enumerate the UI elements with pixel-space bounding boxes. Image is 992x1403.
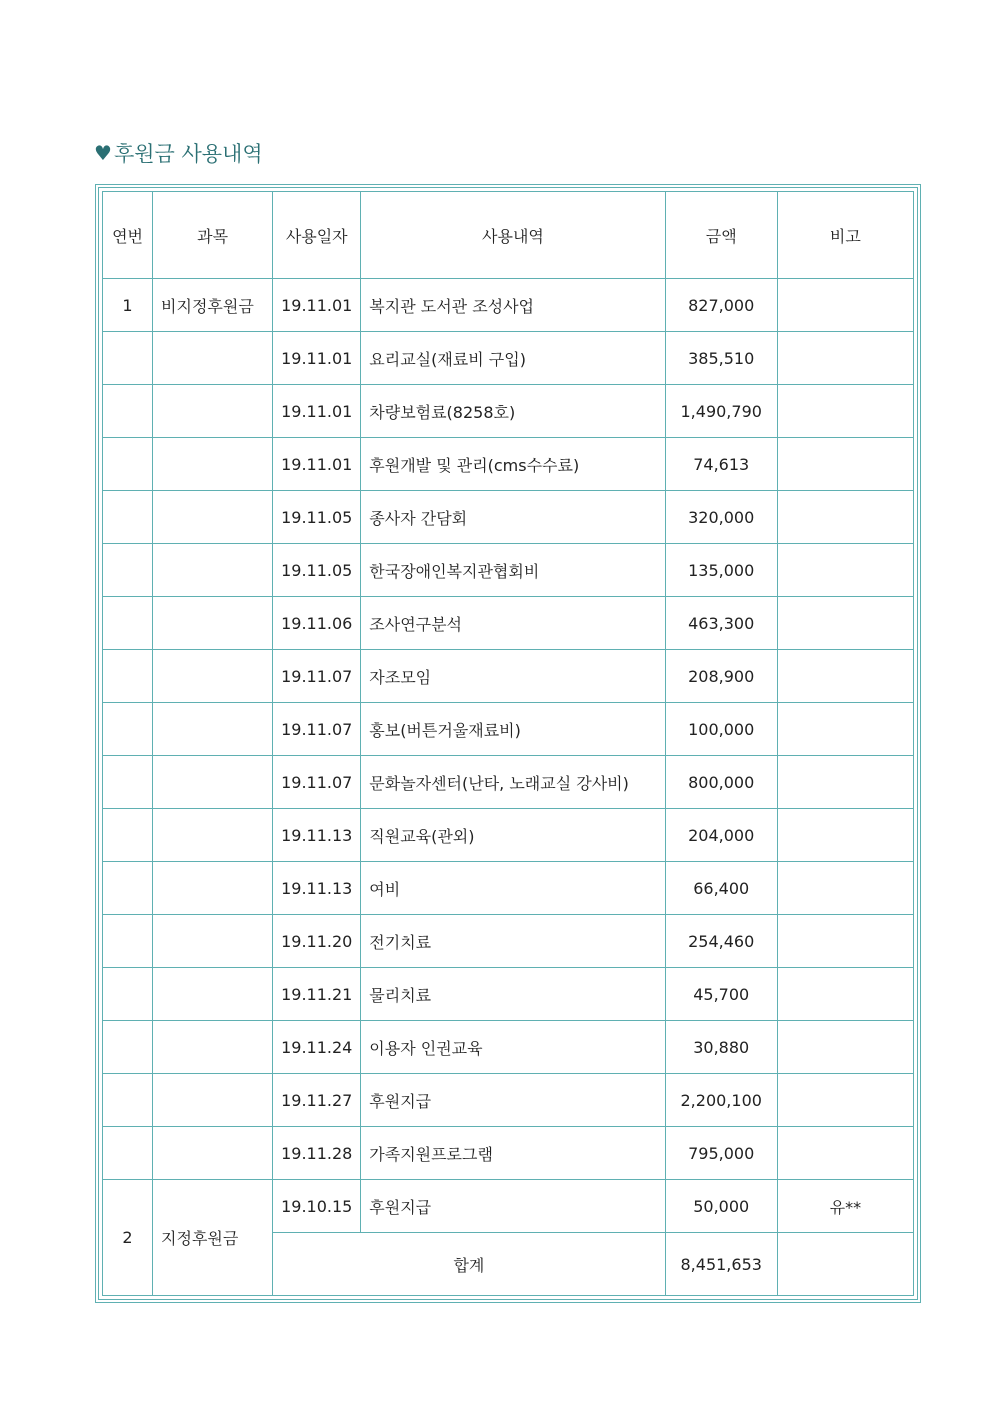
table-row	[103, 438, 914, 491]
row-no: 2	[103, 1180, 153, 1296]
total-label: 합계	[273, 1233, 665, 1296]
table-row	[103, 703, 914, 756]
row-note	[777, 915, 913, 968]
row-detail: 후원지급	[361, 1180, 665, 1233]
row-amount: 254,460	[665, 915, 777, 968]
row-date: 19.11.28	[273, 1127, 361, 1180]
table-row	[103, 279, 914, 332]
row-category-empty	[153, 544, 273, 597]
row-category-empty	[153, 862, 273, 915]
row-detail: 여비	[361, 862, 665, 915]
row-category-empty	[153, 968, 273, 1021]
row-date: 19.11.07	[273, 650, 361, 703]
table-row	[103, 809, 914, 862]
table-row	[103, 544, 914, 597]
row-category-empty	[153, 332, 273, 385]
row-detail: 직원교육(관외)	[361, 809, 665, 862]
table-row	[103, 1180, 914, 1233]
row-amount: 800,000	[665, 756, 777, 809]
row-no-empty	[103, 544, 153, 597]
row-date: 19.10.15	[273, 1180, 361, 1233]
heart-icon: ♥	[94, 141, 112, 165]
table-row	[103, 332, 914, 385]
row-category: 비지정후원금	[153, 279, 273, 332]
row-no-empty	[103, 597, 153, 650]
row-amount: 50,000	[665, 1180, 777, 1233]
row-detail: 문화놀자센터(난타, 노래교실 강사비)	[361, 756, 665, 809]
row-detail: 물리치료	[361, 968, 665, 1021]
table-row	[103, 650, 914, 703]
row-amount: 2,200,100	[665, 1074, 777, 1127]
row-note	[777, 703, 913, 756]
row-detail: 이용자 인권교육	[361, 1021, 665, 1074]
header-note: 비고	[777, 192, 913, 279]
row-category-empty	[153, 438, 273, 491]
row-detail: 종사자 간담회	[361, 491, 665, 544]
row-no-empty	[103, 809, 153, 862]
row-amount: 30,880	[665, 1021, 777, 1074]
header-no: 연번	[103, 192, 153, 279]
row-amount: 45,700	[665, 968, 777, 1021]
row-note	[777, 279, 913, 332]
row-category-empty	[153, 809, 273, 862]
row-note	[777, 385, 913, 438]
row-no-empty	[103, 650, 153, 703]
row-amount: 463,300	[665, 597, 777, 650]
row-note	[777, 597, 913, 650]
row-no-empty	[103, 862, 153, 915]
row-detail: 후원개발 및 관리(cms수수료)	[361, 438, 665, 491]
table-row	[103, 1021, 914, 1074]
table-row	[103, 1127, 914, 1180]
row-note	[777, 491, 913, 544]
header-date: 사용일자	[273, 192, 361, 279]
row-note	[777, 756, 913, 809]
table-row	[103, 385, 914, 438]
row-detail: 홍보(버튼거울재료비)	[361, 703, 665, 756]
row-amount: 827,000	[665, 279, 777, 332]
row-date: 19.11.07	[273, 756, 361, 809]
row-amount: 1,490,790	[665, 385, 777, 438]
row-date: 19.11.06	[273, 597, 361, 650]
row-no-empty	[103, 385, 153, 438]
row-note	[777, 332, 913, 385]
header-detail: 사용내역	[361, 192, 665, 279]
row-amount: 320,000	[665, 491, 777, 544]
row-amount: 66,400	[665, 862, 777, 915]
table-header-row	[103, 192, 914, 279]
row-no: 1	[103, 279, 153, 332]
table-row	[103, 597, 914, 650]
row-amount: 100,000	[665, 703, 777, 756]
row-detail: 복지관 도서관 조성사업	[361, 279, 665, 332]
row-date: 19.11.01	[273, 438, 361, 491]
row-category-empty	[153, 703, 273, 756]
row-note	[777, 544, 913, 597]
total-amount: 8,451,653	[665, 1233, 777, 1296]
page-title	[94, 138, 263, 168]
row-detail: 한국장애인복지관협회비	[361, 544, 665, 597]
usage-table	[102, 191, 914, 1296]
row-category-empty	[153, 1021, 273, 1074]
row-note	[777, 809, 913, 862]
row-detail: 차량보험료(8258호)	[361, 385, 665, 438]
row-amount: 795,000	[665, 1127, 777, 1180]
page-title-text: 후원금 사용내역	[113, 142, 263, 166]
row-no-empty	[103, 332, 153, 385]
row-date: 19.11.01	[273, 332, 361, 385]
row-category-empty	[153, 1074, 273, 1127]
row-date: 19.11.05	[273, 544, 361, 597]
row-amount: 204,000	[665, 809, 777, 862]
usage-table-frame	[95, 184, 921, 1303]
row-date: 19.11.01	[273, 279, 361, 332]
table-row	[103, 756, 914, 809]
row-note	[777, 438, 913, 491]
row-no-empty	[103, 915, 153, 968]
row-no-empty	[103, 1021, 153, 1074]
row-category-empty	[153, 756, 273, 809]
table-row	[103, 1074, 914, 1127]
row-detail: 조사연구분석	[361, 597, 665, 650]
row-date: 19.11.27	[273, 1074, 361, 1127]
header-category: 과목	[153, 192, 273, 279]
row-date: 19.11.13	[273, 809, 361, 862]
row-detail: 요리교실(재료비 구입)	[361, 332, 665, 385]
row-note	[777, 1021, 913, 1074]
row-date: 19.11.24	[273, 1021, 361, 1074]
row-amount: 74,613	[665, 438, 777, 491]
row-note	[777, 968, 913, 1021]
table-row	[103, 862, 914, 915]
row-detail: 가족지원프로그램	[361, 1127, 665, 1180]
row-note	[777, 862, 913, 915]
row-date: 19.11.07	[273, 703, 361, 756]
table-row	[103, 915, 914, 968]
row-date: 19.11.01	[273, 385, 361, 438]
row-date: 19.11.20	[273, 915, 361, 968]
row-note	[777, 650, 913, 703]
table-row	[103, 968, 914, 1021]
row-note: 유**	[777, 1180, 913, 1233]
row-no-empty	[103, 491, 153, 544]
row-date: 19.11.21	[273, 968, 361, 1021]
row-no-empty	[103, 703, 153, 756]
row-category-empty	[153, 385, 273, 438]
row-no-empty	[103, 1127, 153, 1180]
row-detail: 자조모임	[361, 650, 665, 703]
row-category-empty	[153, 597, 273, 650]
row-date: 19.11.13	[273, 862, 361, 915]
row-date: 19.11.05	[273, 491, 361, 544]
row-no-empty	[103, 756, 153, 809]
row-no-empty	[103, 1074, 153, 1127]
row-amount: 135,000	[665, 544, 777, 597]
total-note	[777, 1233, 913, 1296]
header-amount: 금액	[665, 192, 777, 279]
row-category-empty	[153, 491, 273, 544]
row-category-empty	[153, 915, 273, 968]
row-detail: 후원지급	[361, 1074, 665, 1127]
row-amount: 385,510	[665, 332, 777, 385]
row-category-empty	[153, 1127, 273, 1180]
table-row	[103, 491, 914, 544]
row-category-empty	[153, 650, 273, 703]
row-category: 지정후원금	[153, 1180, 273, 1296]
row-no-empty	[103, 968, 153, 1021]
row-detail: 전기치료	[361, 915, 665, 968]
row-note	[777, 1127, 913, 1180]
row-note	[777, 1074, 913, 1127]
row-no-empty	[103, 438, 153, 491]
row-amount: 208,900	[665, 650, 777, 703]
